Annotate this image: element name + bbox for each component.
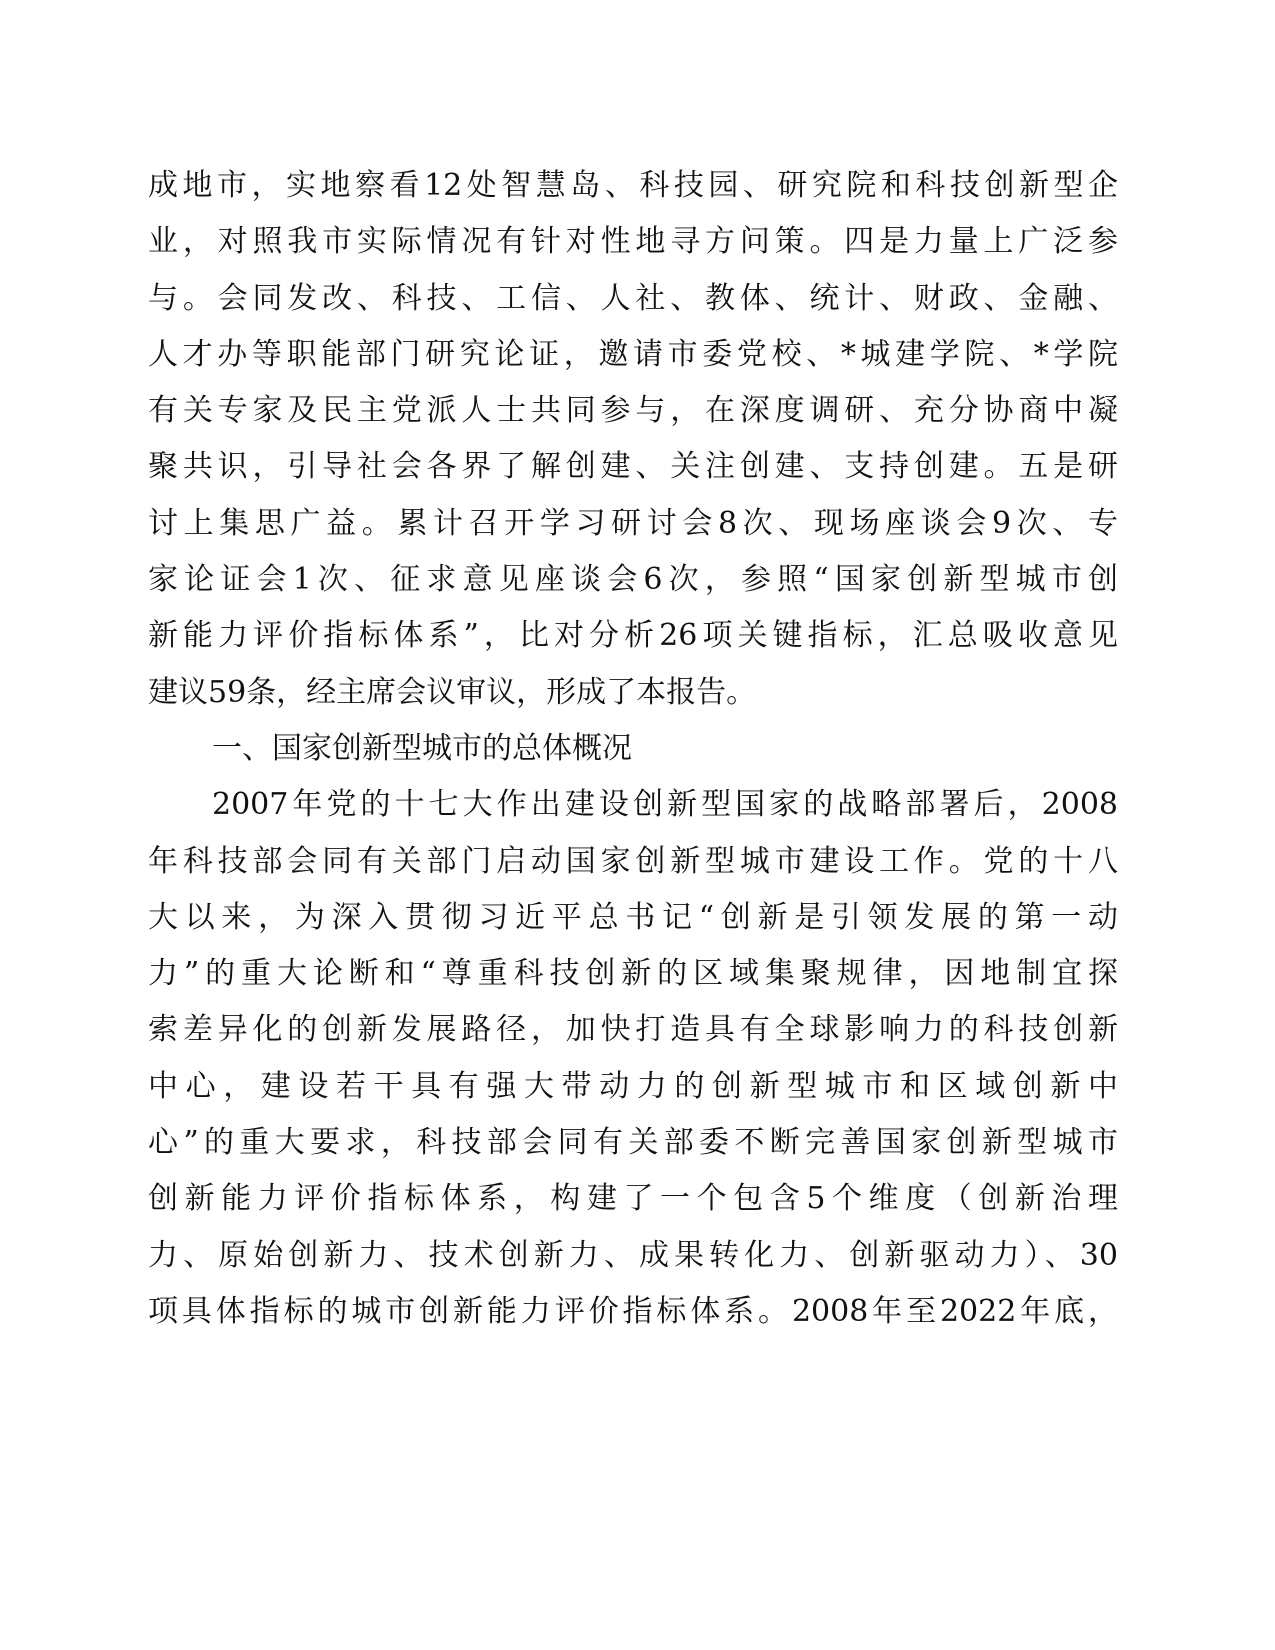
section-heading: 一、国家创新型城市的总体概况	[212, 730, 632, 766]
paragraph-1	[148, 158, 1118, 721]
text-line: 建议59条，经主席会议审议，形成了本报告。	[148, 674, 757, 710]
text-line: 新能力评价指标体系”，比对分析26项关键指标，汇总吸收意见	[148, 618, 1118, 654]
text-line: 大以来，为深入贯彻习近平总书记“创新是引领发展的第一动	[148, 899, 1118, 935]
text-line: 中心，建设若干具有强大带动力的创新型城市和区域创新中	[148, 1068, 1118, 1104]
text-line: 力”的重大论断和“尊重科技创新的区域集聚规律，因地制宜探	[148, 956, 1118, 992]
text-line: 聚共识，引导社会各界了解创建、关注创建、支持创建。五是研	[148, 449, 1118, 485]
text-line: 创新能力评价指标体系，构建了一个包含5个维度（创新治理	[148, 1181, 1118, 1217]
text-line: 年科技部会同有关部门启动国家创新型城市建设工作。党的十八	[148, 843, 1118, 879]
text-line: 讨上集思广益。累计召开学习研讨会8次、现场座谈会9次、专	[148, 505, 1118, 541]
text-line: 2007年党的十七大作出建设创新型国家的战略部署后，2008	[212, 787, 1118, 823]
text-line: 有关专家及民主党派人士共同参与，在深度调研、充分协商中凝	[148, 393, 1118, 429]
text-line: 力、原始创新力、技术创新力、成果转化力、创新驱动力）、30	[148, 1237, 1118, 1273]
text-line: 成地市，实地察看12处智慧岛、科技园、研究院和科技创新型企	[148, 168, 1118, 203]
paragraph-2	[148, 777, 1118, 1340]
text-line: 索差异化的创新发展路径，加快打造具有全球影响力的科技创新	[148, 1012, 1118, 1048]
text-line: 人才办等职能部门研究论证，邀请市委党校、*城建学院、*学院	[148, 336, 1118, 372]
text-line: 心”的重大要求，科技部会同有关部委不断完善国家创新型城市	[148, 1125, 1118, 1161]
text-line: 家论证会1次、征求意见座谈会6次，参照“国家创新型城市创	[148, 562, 1118, 598]
text-line: 业，对照我市实际情况有针对性地寻方问策。四是力量上广泛参	[148, 224, 1118, 260]
text-line: 与。会同发改、科技、工信、人社、教体、统计、财政、金融、	[148, 280, 1118, 316]
document-page	[148, 158, 1118, 1340]
text-line: 项具体指标的城市创新能力评价指标体系。2008年至2022年底，	[148, 1293, 1118, 1329]
